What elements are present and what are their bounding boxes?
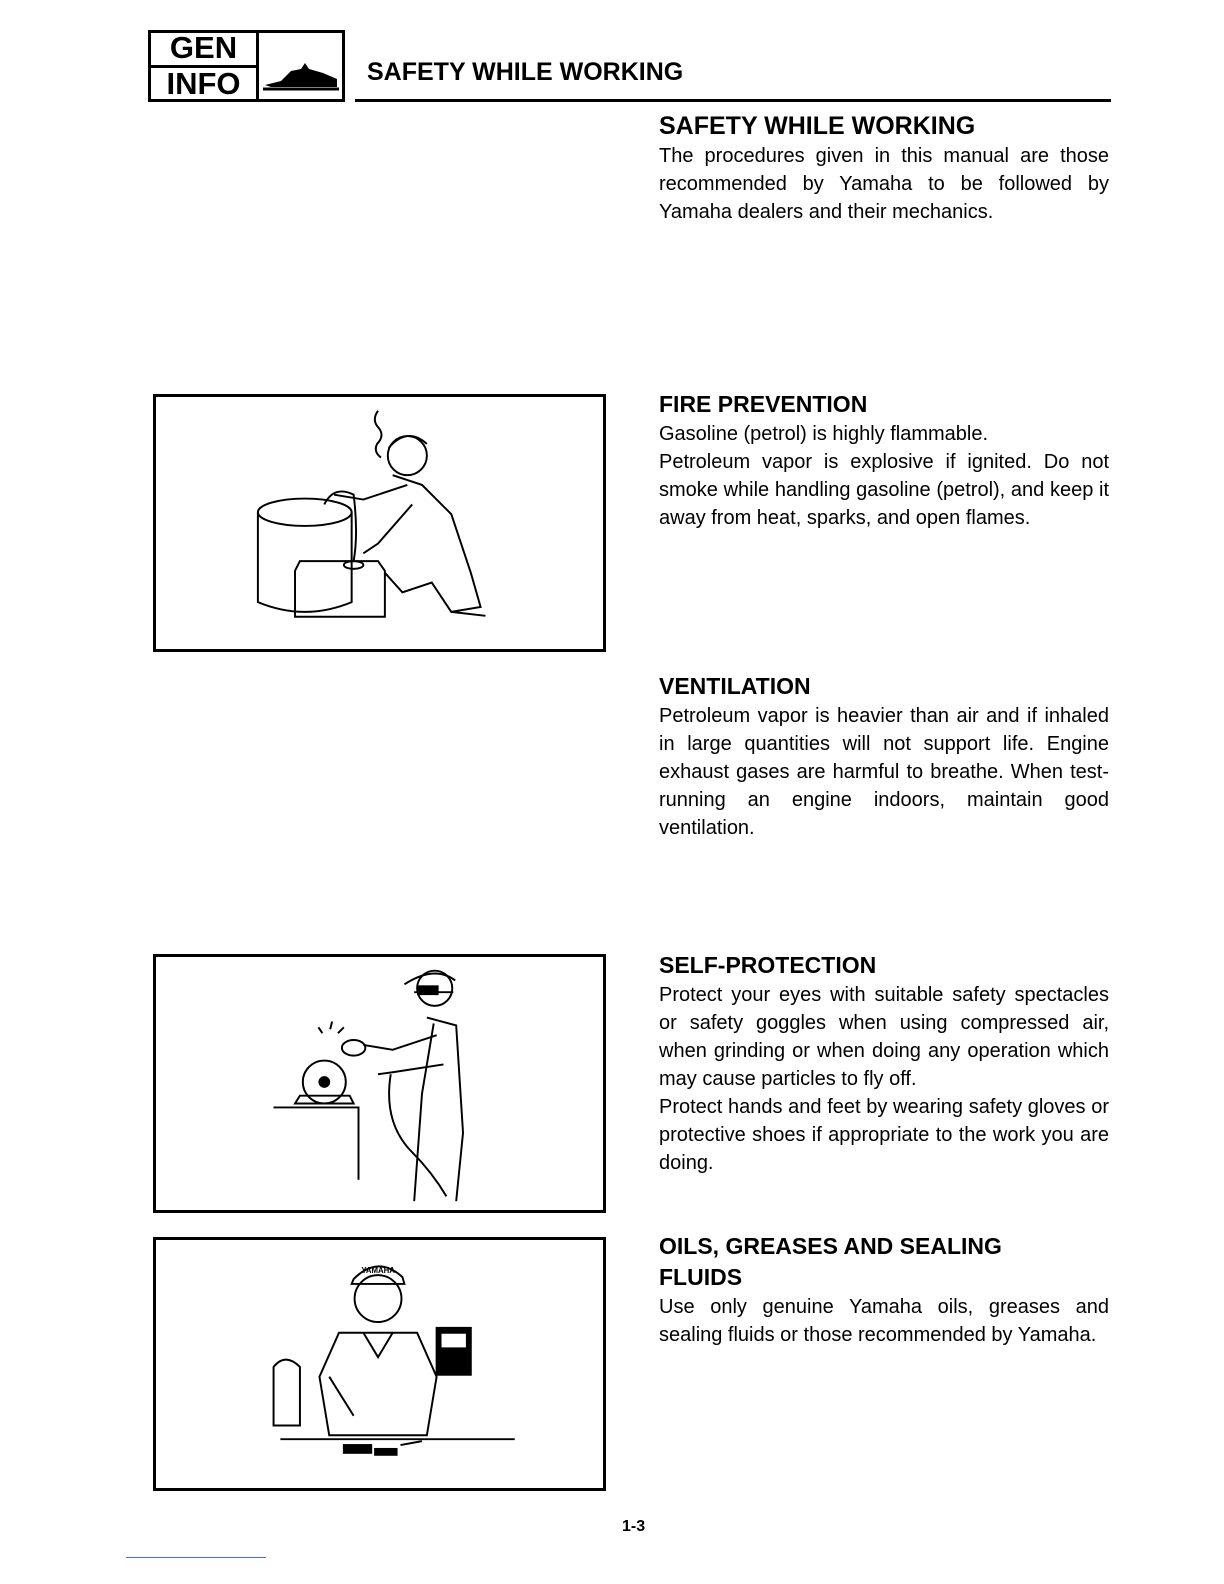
self-protection-body-2: Protect hands and feet by wearing safety gloves or protective shoes if appropriate to the work you are doing. [659,1096,1109,1174]
section-intro [659,111,1109,226]
ventilation-heading: VENTILATION [659,673,811,699]
intro-heading: SAFETY WHILE WORKING [659,112,976,140]
oils-body: Use only genuine Yamaha oils, greases and sealing fluids or those recommended by Yamaha. [659,1296,1109,1346]
footer-link-line [126,1557,266,1558]
cap-text: YAMAHA [361,1266,395,1276]
page-number: 1-3 [622,1518,646,1535]
fire-body-2: Petroleum vapor is explosive if ignited. Do not smoke while handling gasoline (petrol), and keep it away from heat, sparks, and open flames. [659,451,1109,529]
section-oils-greases [659,1231,1109,1349]
section-fire-prevention [659,389,1109,532]
smoking-mechanic-fuel-illustration [156,397,603,649]
oils-heading-line1: OILS, GREASES AND SEALING [659,1233,1002,1259]
section-badge [148,30,345,102]
header-rule [355,99,1111,102]
section-ventilation [659,671,1109,842]
fire-heading: FIRE PREVENTION [659,391,868,417]
section-self-protection [659,950,1109,1177]
watercraft-icon [259,33,342,99]
figure-self-protection [153,954,606,1213]
figure-oils-greases [153,1237,606,1491]
figure-fire-prevention [153,394,606,652]
fire-body-1: Gasoline (petrol) is highly flammable. [659,423,989,445]
badge-text [151,30,259,101]
intro-body: The procedures given in this manual are those recommended by Yamaha to be followed by Yamaha dealers and their mechanics. [659,145,1109,223]
badge-line-info: INFO [166,66,241,101]
self-protection-body-1: Protect your eyes with suitable safety spectacles or safety goggles when using compressed air, when grinding or when doing any operation which may cause particles to fly off. [659,984,1109,1090]
grinding-goggles-illustration [156,957,603,1210]
oils-heading-line2: FLUIDS [659,1264,743,1290]
mechanic-oil-can-illustration [156,1240,603,1488]
badge-line-gen: GEN [151,32,256,68]
header-title: SAFETY WHILE WORKING [367,58,684,86]
ventilation-body: Petroleum vapor is heavier than air and if inhaled in large quantities will not support life. Engine exhaust gases are harmful to breathe. When test-running an engine indoors, maintain good ventilation. [659,705,1109,839]
self-protection-heading: SELF-PROTECTION [659,952,877,978]
